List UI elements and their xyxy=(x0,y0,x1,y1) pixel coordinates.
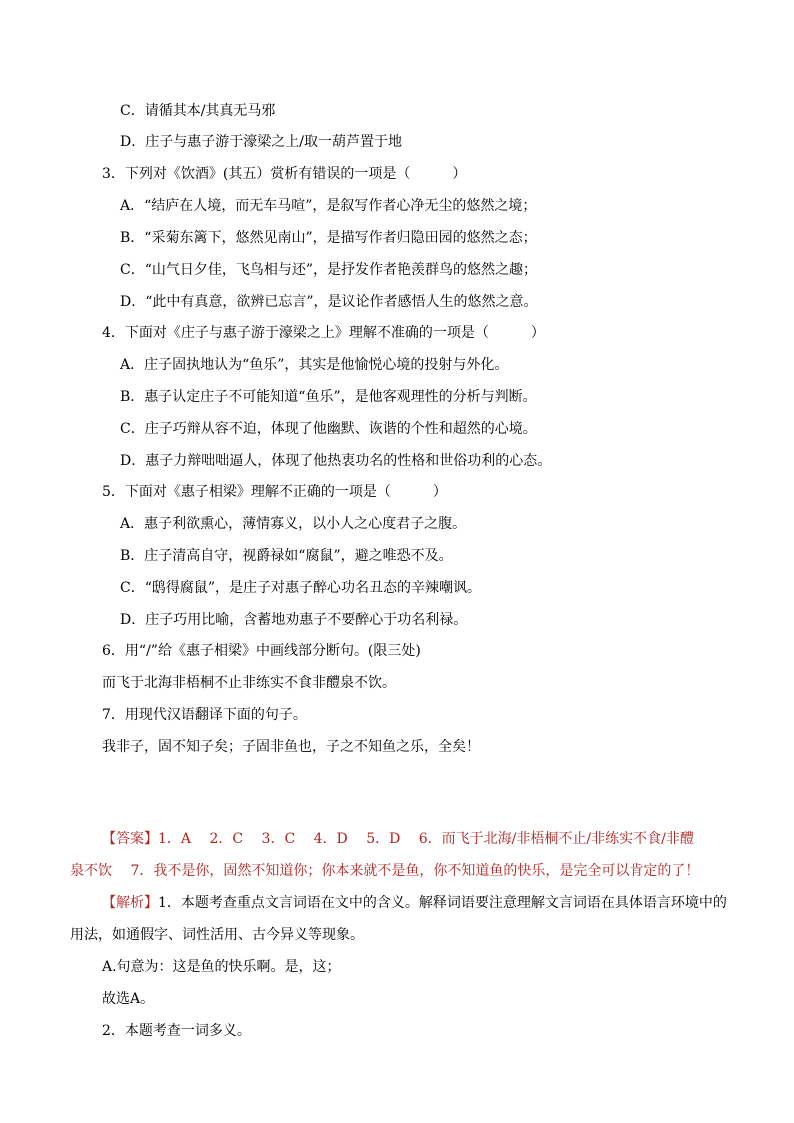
q5-option-b: B．庄子清高自守，视爵禄如“腐鼠”，避之唯恐不及。 xyxy=(120,548,453,564)
q6-stem: 6．用“/”给《惠子相梁》中画线部分断句。(限三处) xyxy=(102,643,421,659)
q2-option-c: C．请循其本/其真无马邪 xyxy=(120,103,276,119)
analysis-label: 【解析】 xyxy=(102,895,158,911)
q5-stem: 5．下面对《惠子相梁》理解不正确的一项是（ ） xyxy=(102,484,447,500)
analysis-text-4: 故选A。 xyxy=(102,991,155,1007)
q6-text: 而飞于北海非梧桐不止非练实不食非醴泉不饮。 xyxy=(102,675,396,691)
q2-option-d: D．庄子与惠子游于濠梁之上/取一葫芦置于地 xyxy=(120,134,402,150)
q3-option-b: B．“采菊东篱下，悠然见南山”，是描写作者归隐田园的悠然之态； xyxy=(120,230,537,246)
q7-stem: 7．用现代汉语翻译下面的句子。 xyxy=(102,707,307,723)
q5-option-a: A．惠子利欲熏心，薄情寡义，以小人之心度君子之腹。 xyxy=(120,516,467,532)
q4-option-d: D．惠子力辩咄咄逼人，体现了他热衷功名的性格和世俗功利的心态。 xyxy=(120,453,552,469)
analysis-line-1 xyxy=(102,893,727,913)
q4-option-b: B．惠子认定庄子不可能知道“鱼乐”，是他客观理性的分析与判断。 xyxy=(120,389,537,405)
q4-option-c: C．庄子巧辩从容不迫，体现了他幽默、诙谐的个性和超然的心境。 xyxy=(120,421,537,437)
answer-line-1 xyxy=(102,829,694,849)
analysis-text-1: 1．本题考查重点文言词语在文中的含义。解释词语要注意理解文言词语在具体语言环境中的 xyxy=(158,895,727,911)
q3-option-d: D．“此中有真意，欲辨已忘言”，是议论作者感悟人生的悠然之意。 xyxy=(120,294,538,310)
q7-text: 我非子，固不知子矣；子固非鱼也，子之不知鱼之乐，全矣！ xyxy=(102,739,480,755)
analysis-text-3: A.句意为：这是鱼的快乐啊。是，这； xyxy=(102,959,341,975)
q3-stem: 3．下列对《饮酒》(其五）赏析有错误的一项是（ ） xyxy=(102,166,467,182)
q5-option-d: D．庄子巧用比喻，含蓄地劝惠子不要醉心于功名利禄。 xyxy=(120,612,468,628)
answer-text-1: 1．A 2．C 3．C 4．D 5．D 6．而飞于北海/非梧桐不止/非练实不食/非醴 xyxy=(158,831,694,847)
analysis-text-5: 2．本题考查一词多义。 xyxy=(102,1023,251,1039)
q4-stem: 4．下面对《庄子与惠子游于濠梁之上》理解不准确的一项是（ ） xyxy=(102,325,545,341)
answer-text-2: 泉不饮 7．我不是你，固然不知道你；你本来就不是鱼，你不知道鱼的快乐，是完全可以肯定的了！ xyxy=(70,863,700,879)
q5-option-c: C．“鸱得腐鼠”，是庄子对惠子醉心功名丑态的辛辣嘲讽。 xyxy=(120,580,482,596)
analysis-text-2: 用法，如通假字、词性活用、古今异义等现象。 xyxy=(70,927,364,943)
q4-option-a: A．庄子固执地认为“鱼乐”，其实是他愉悦心境的投射与外化。 xyxy=(120,357,509,373)
q3-option-a: A．“结庐在人境，而无车马喧”，是叙写作者心净无尘的悠然之境； xyxy=(120,198,537,214)
q3-option-c: C．“山气日夕佳，飞鸟相与还”，是抒发作者艳羡群鸟的悠然之趣； xyxy=(120,262,538,278)
answer-label: 【答案】 xyxy=(102,831,158,847)
